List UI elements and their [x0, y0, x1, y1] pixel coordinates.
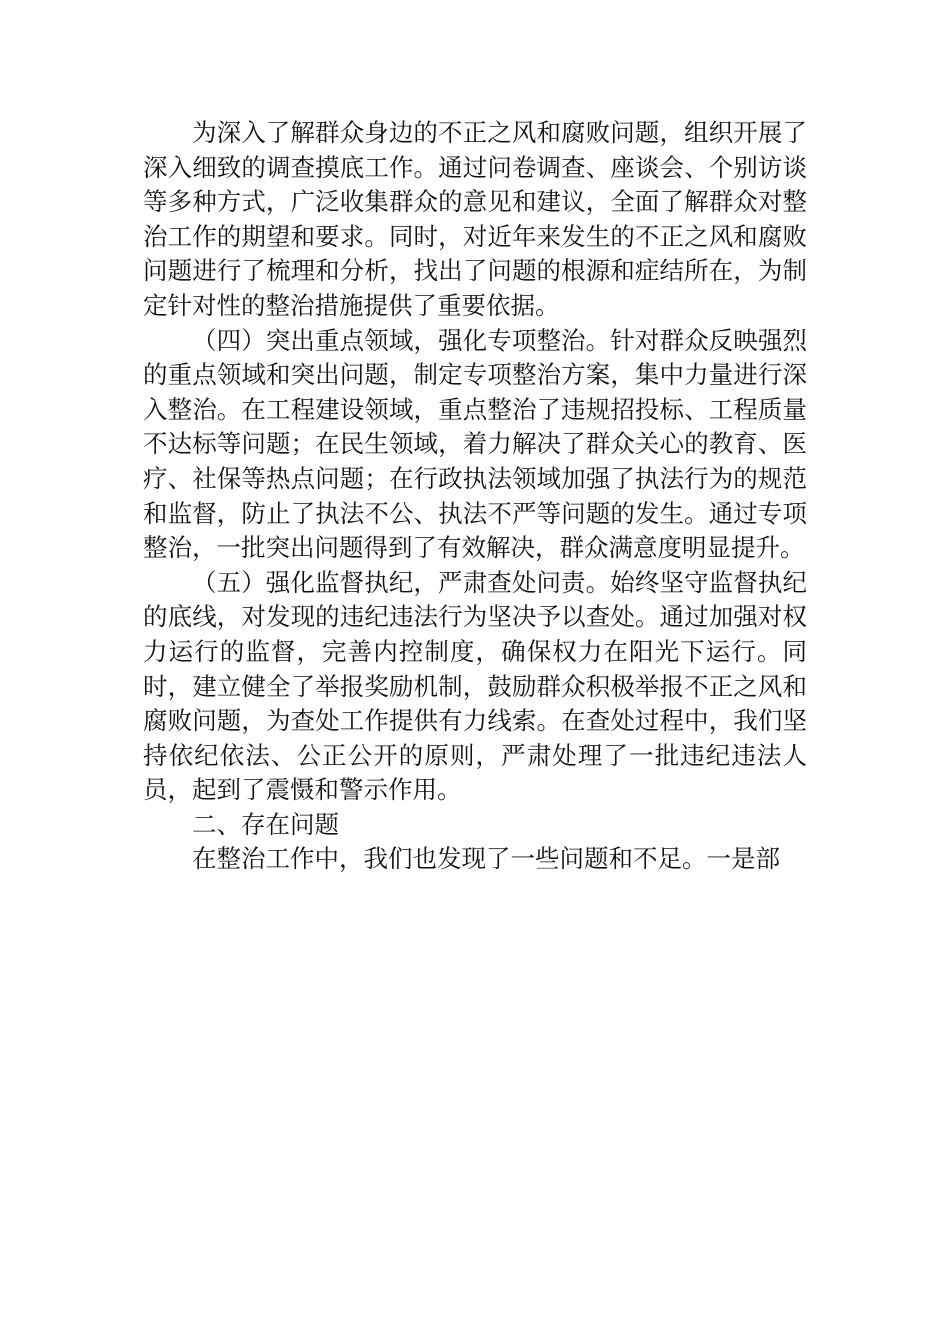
- paragraph-section-five: （五）强化监督执纪，严肃查处问责。始终坚守监督执纪的底线，对发现的违纪违法行为坚决予以查处。通过加强对权力运行的监督，完善内控制度，确保权力在阳光下运行。同时，建立健全了举报奖励机制，鼓励群众积极举报不正之风和腐败问题，为查处工作提供有力线索。在查处过程中，我们坚持依纪依法、公正公开的原则，严肃处理了一批违纪违法人员，起到了震慑和警示作用。: [143, 567, 807, 805]
- paragraph-problems-intro: 在整治工作中，我们也发现了一些问题和不足。一是部: [192, 844, 780, 874]
- document-body: [143, 116, 807, 877]
- paragraph-investigation: 为深入了解群众身边的不正之风和腐败问题，组织开展了深入细致的调查摸底工作。通过问卷调查、座谈会、个别访谈等多种方式，广泛收集群众的意见和建议，全面了解群众对整治工作的期望和要求。同时，对近年来发生的不正之风和腐败问题进行了梳理和分析，找出了问题的根源和症结所在，为制定针对性的整治措施提供了重要依据。: [143, 118, 807, 320]
- paragraph-section-four: （四）突出重点领域，强化专项整治。针对群众反映强烈的重点领域和突出问题，制定专项整治方案，集中力量进行深入整治。在工程建设领域，重点整治了违规招投标、工程质量不达标等问题；在民生领域，着力解决了群众关心的教育、医疗、社保等热点问题；在行政执法领域加强了执法行为的规范和监督，防止了执法不公、执法不严等问题的发生。通过专项整治，一批突出问题得到了有效解决，群众满意度明显提升。: [143, 325, 807, 563]
- section-heading-problems: 二、存在问题: [192, 809, 339, 839]
